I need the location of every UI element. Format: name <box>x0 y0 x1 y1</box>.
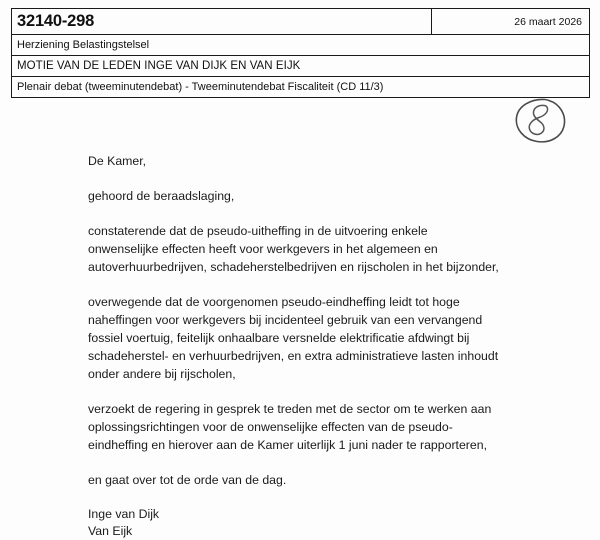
debate-info: Plenair debat (tweeminutendebat) - Tweeminutendebat Fiscaliteit (CD 11/3) <box>17 81 384 93</box>
document-date: 26 maart 2026 <box>514 15 582 28</box>
doc-date-cell <box>432 9 590 35</box>
considering-paragraph: constaterende dat de pseudo-uitheffing in de uitvoering enkele onwenselijke effecten heeft voor werkgevers in het algemeen en autoverhuurbedrijven, schadeherstelbedrijven en rijscholen in het bijzonder, <box>88 224 499 274</box>
subject-cell <box>12 35 590 56</box>
document-subject: Herziening Belastingstelsel <box>17 39 150 51</box>
signatory-name: Inge van Dijk <box>88 507 160 521</box>
signatory-name: Van Eijk <box>88 524 133 538</box>
doc-number-cell <box>12 9 432 35</box>
heard-line: gehoord de beraadslaging, <box>88 189 235 203</box>
addressee-line: De Kamer, <box>88 154 147 168</box>
header-row-debate-info <box>12 77 590 98</box>
weighing-paragraph: overwegende dat de voorgenomen pseudo-eindheffing leidt tot hoge naheffingen voor werkgevers bij incidenteel gebruik van een vervangend fossiel voertuig, feitelijk onhaalbare versnelde elektrificatie afdwingt bij schadeherstel- en verhuurbedrijven, en extra administratieve lasten inhoudt onder andere bij rijscholen, <box>88 295 499 381</box>
motion-title-cell <box>12 56 590 77</box>
debate-info-cell <box>12 77 590 98</box>
request-paragraph: verzoekt de regering in gesprek te treden met de sector om te werken aan oplossingsrichtingen voor de onwenselijke effecten van de pseudo-eindheffing en hierover aan de Kamer uiterlijk 1 juni nader te rapporteren, <box>88 402 492 452</box>
motion-title: MOTIE VAN DE LEDEN INGE VAN DIJK EN VAN EIJK <box>17 60 301 72</box>
circled-eight-icon <box>511 96 573 146</box>
document-number: 32140-298 <box>17 12 95 30</box>
motion-body <box>88 152 500 540</box>
header-row-motion-title <box>12 56 590 77</box>
signature-block <box>88 506 500 540</box>
header-row-title <box>12 9 590 35</box>
closing-line: en gaat over tot de orde van de dag. <box>88 473 287 487</box>
header-row-subject <box>12 35 590 56</box>
handwritten-circled-number-annotation <box>511 96 573 146</box>
document-header-table <box>11 8 590 98</box>
